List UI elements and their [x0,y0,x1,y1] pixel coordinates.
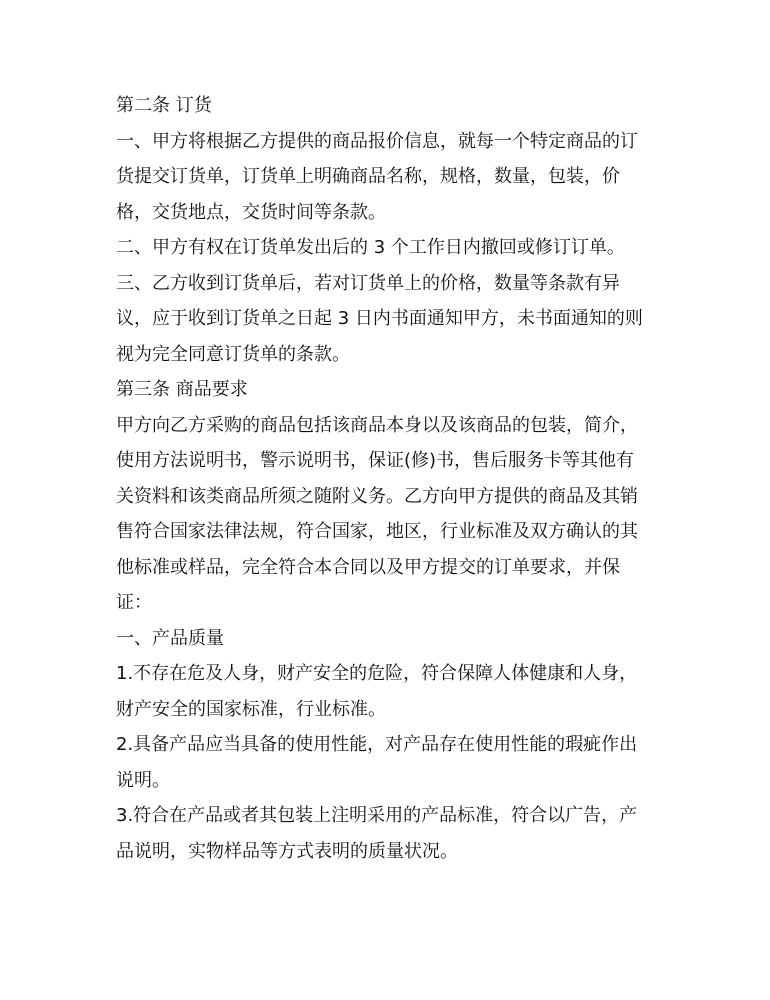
text-line: 说明。 [116,769,170,791]
text-line: 二、甲方有权在订货单发出后的 3 个工作日内撤回或修订订单。 [116,237,625,258]
text-line: 他标准或样品，完全符合本合同以及甲方提交的订单要求，并保 [116,556,620,578]
text-line: 财产安全的国家标准，行业标准。 [116,698,386,720]
text-line: 议，应于收到订货单之日起 3 日内书面通知甲方，未书面通知的则 [116,308,643,329]
text-line: 2.具备产品应当具备的使用性能，对产品存在使用性能的瑕疵作出 [116,734,638,755]
text-line: 关资料和该类商品所须之随附义务。乙方向甲方提供的商品及其销 [116,485,638,507]
text-line: 一、甲方将根据乙方提供的商品报价信息，就每一个特定商品的订 [116,130,638,152]
text-line: 甲方向乙方采购的商品包括该商品本身以及该商品的包装，简介， [116,414,638,436]
section-heading-product-requirements: 第三条 商品要求 [116,379,248,400]
document-body [116,88,661,869]
text-line: 货提交订货单，订货单上明确商品名称，规格，数量，包装，价 [116,166,620,187]
text-line: 售符合国家法律法规，符合国家，地区，行业标准及双方确认的其 [116,521,638,542]
text-line: 使用方法说明书，警示说明书，保证(修)书，售后服务卡等其他有 [116,450,635,471]
section-heading-ordering: 第二条 订货 [116,95,212,116]
text-line: 1.不存在危及人身，财产安全的危险，符合保障人体健康和人身， [116,663,638,684]
text-line: 证： [116,592,152,613]
text-line: 品说明，实物样品等方式表明的质量状况。 [116,840,458,862]
text-line: 格，交货地点，交货时间等条款。 [116,201,386,223]
text-line: 3.符合在产品或者其包装上注明采用的产品标准，符合以广告，产 [116,805,638,826]
subheading-product-quality: 一、产品质量 [116,627,224,649]
text-line: 三、乙方收到订货单后，若对订货单上的价格，数量等条款有异 [116,272,620,294]
text-line: 视为完全同意订货单的条款。 [116,343,350,365]
